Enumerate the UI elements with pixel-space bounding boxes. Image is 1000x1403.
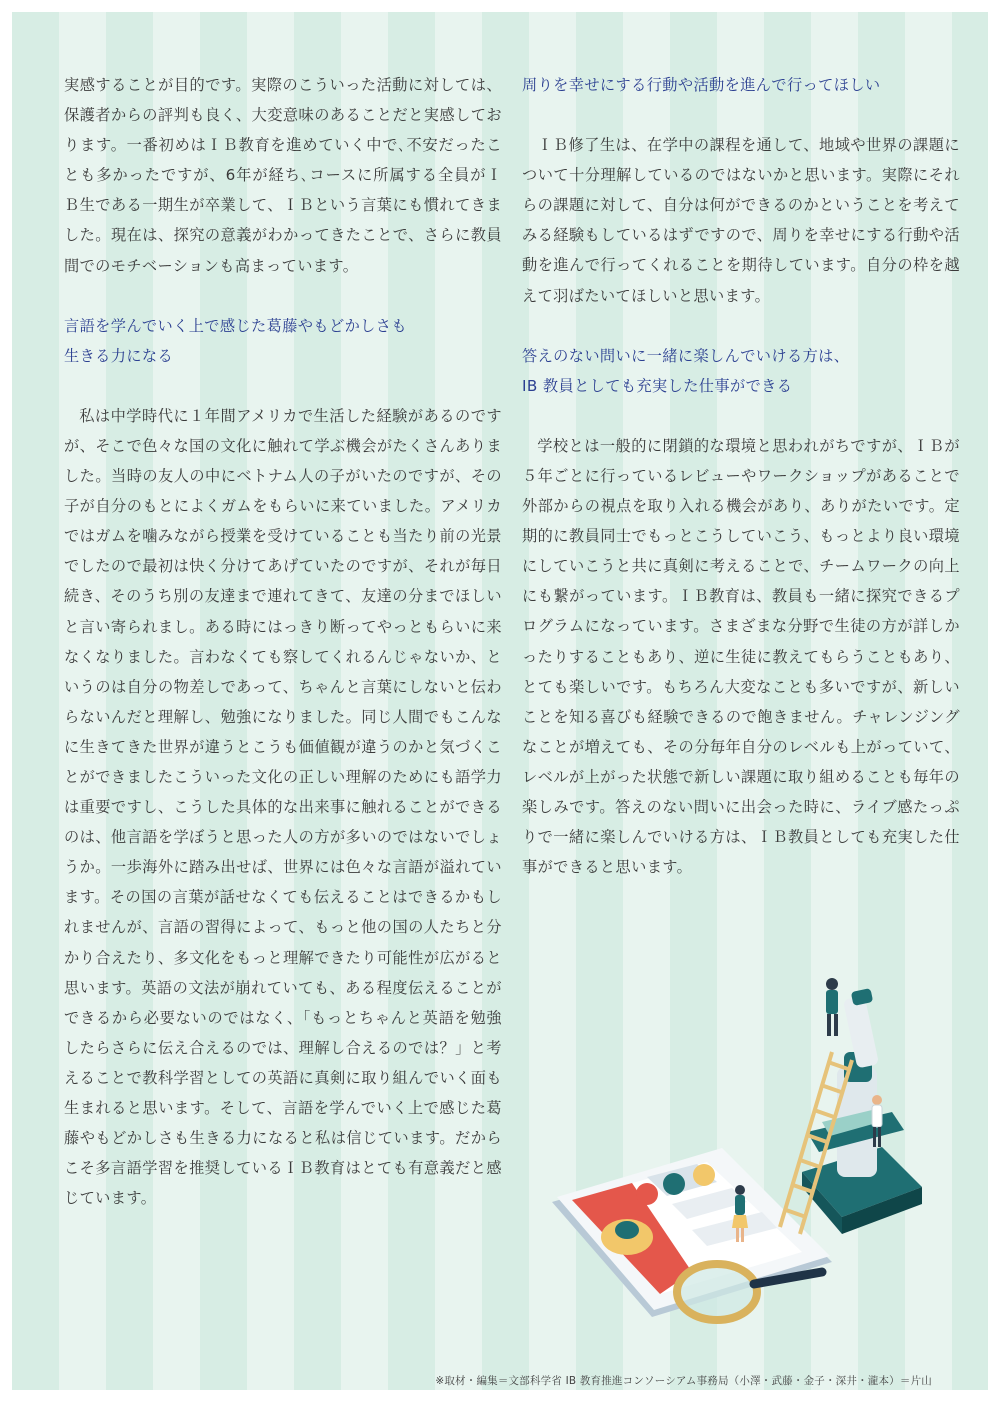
section-body-happiness: ＩＢ修了生は、在学中の課程を通して、地域や世界の課題について十分理解しているのではないかと思います。実際にそれらの課題に対して、自分は何ができるのかということを考えてみる経験もしているはずですので、周りを幸せにする行動や活動を進んで行ってくれることを期待しています。自分の枠を越えて羽ばたいてほしいと思います。 <box>522 136 960 305</box>
page-background <box>12 12 988 1390</box>
section-heading2-line2: IB 教員としても充実した仕事ができる <box>522 376 793 395</box>
intro-paragraph: 実感することが目的です。実際のこういった活動に対しては、保護者からの評判も良く、大変意味のあることだと実感しております。一番初めはＩＢ教育を進めていく中で､不安だったことも多かったですが、6年が経ち､コースに所属する全員がＩＢ生である一期生が卒業して、ＩＢという言葉にも慣れてきました。現在は、探究の意義がわかってきたことで、さらに教員間でのモチベーションも高まっています。 <box>64 76 502 275</box>
left-column <box>64 70 502 1213</box>
section-heading-language <box>64 311 502 371</box>
section-heading-teachers <box>522 341 960 401</box>
section-body-teachers: 学校とは一般的に閉鎖的な環境と思われがちですが、ＩＢが５年ごとに行っているレビューやワークショップがあることで外部からの視点を取り入れる機会があり、ありがたいです。定期的に教員同士でもっとこうしていこう、もっとより良い環境にしていこうと共に真剣に考えることで、チームワークの向上にも繋がっています。ＩＢ教育は、教員も一緒に探究できるプログラムになっています。さまざまな分野で生徒の方が詳しかったりすることもあり、逆に生徒に教えてもらうこともあり、とても楽しいです。もちろん大変なことも多いですが、新しいことを知る喜びも経験できるので飽きません。チャレンジングなことが増えても、その分毎年自分のレベルも上がっていて、レベルが上がった状態で新しい課題に取り組めることも毎年の楽しみです。答えのない問いに出会った時に、ライブ感たっぷりで一緒に楽しんでいける方は、ＩＢ教員としても充実した仕事ができると思います。 <box>522 436 960 877</box>
section-heading-line1: 言語を学んでいく上で感じた葛藤やもどかしさも <box>64 316 407 335</box>
microscope-tablet-illustration-icon <box>532 972 932 1342</box>
section-heading-line2: 生きる力になる <box>64 346 174 365</box>
magnifying-glass-icon <box>677 1264 822 1320</box>
section-heading-happiness: 周りを幸せにする行動や活動を進んで行ってほしい <box>522 76 881 94</box>
section-body-language: 私は中学時代に１年間アメリカで生活した経験があるのですが、そこで色々な国の文化に触れて学ぶ機会がたくさんありました。当時の友人の中にベトナム人の子がいたのですが、その子が自分のもとによくガムをもらいに来ていました。アメリカではガムを噛みながら授業を受けていることも当たり前の光景でしたので最初は快く分けてあげていたのですが、それが毎日続き、そのうち別の友達まで連れてきて、友達の分までほしいと言い寄られまし。ある時にはっきり断ってやっともらいに来なくなりました。言わなくても察してくれるんじゃないか、というのは自分の物差しであって、ちゃんと言葉にしないと伝わらないんだと理解し、勉強になりました。同じ人間でもこんなに生きてきた世界が違うとこうも価値観が違うのかと気づくことができましたこういった文化の正しい理解のためにも語学力は重要ですし、こうした具体的な出来事に触れることができるのは、他言語を学ぼうと思った人の方が多いのではないでしょうか。一歩海外に踏み出せば、世界には色々な言語が溢れています。その国の言葉が話せなくても伝えることはできるかもしれませんが、言語の習得によって、もっと他の国の人たちと分かり合えたり、多文化をもっと理解できたり可能性が広がると思います。英語の文法が崩れていても、ある程度伝えることができるから必要ないのではなく、「もっとちゃんと英語を勉強したらさらに伝え合えるのでは、理解し合えるのでは？」と考えることで教科学習としての英語に真剣に取り組んでいく面も生まれると思います。そして、言語を学んでいく上で感じた葛藤やもどかしさも生きる力になると私は信じています。だからこそ多言語学習を推奨しているＩＢ教育はとても有意義だと感じています。 <box>64 406 502 1208</box>
footer-credit: ※取材・編集＝文部科学省 IB 教育推進コンソーシアム事務局（小澤・武藤・金子・深井・瀧本）＝片山 <box>435 1375 932 1387</box>
section-heading2-line1: 答えのない問いに一緒に楽しんでいける方は、 <box>522 346 850 365</box>
right-column <box>522 70 960 882</box>
